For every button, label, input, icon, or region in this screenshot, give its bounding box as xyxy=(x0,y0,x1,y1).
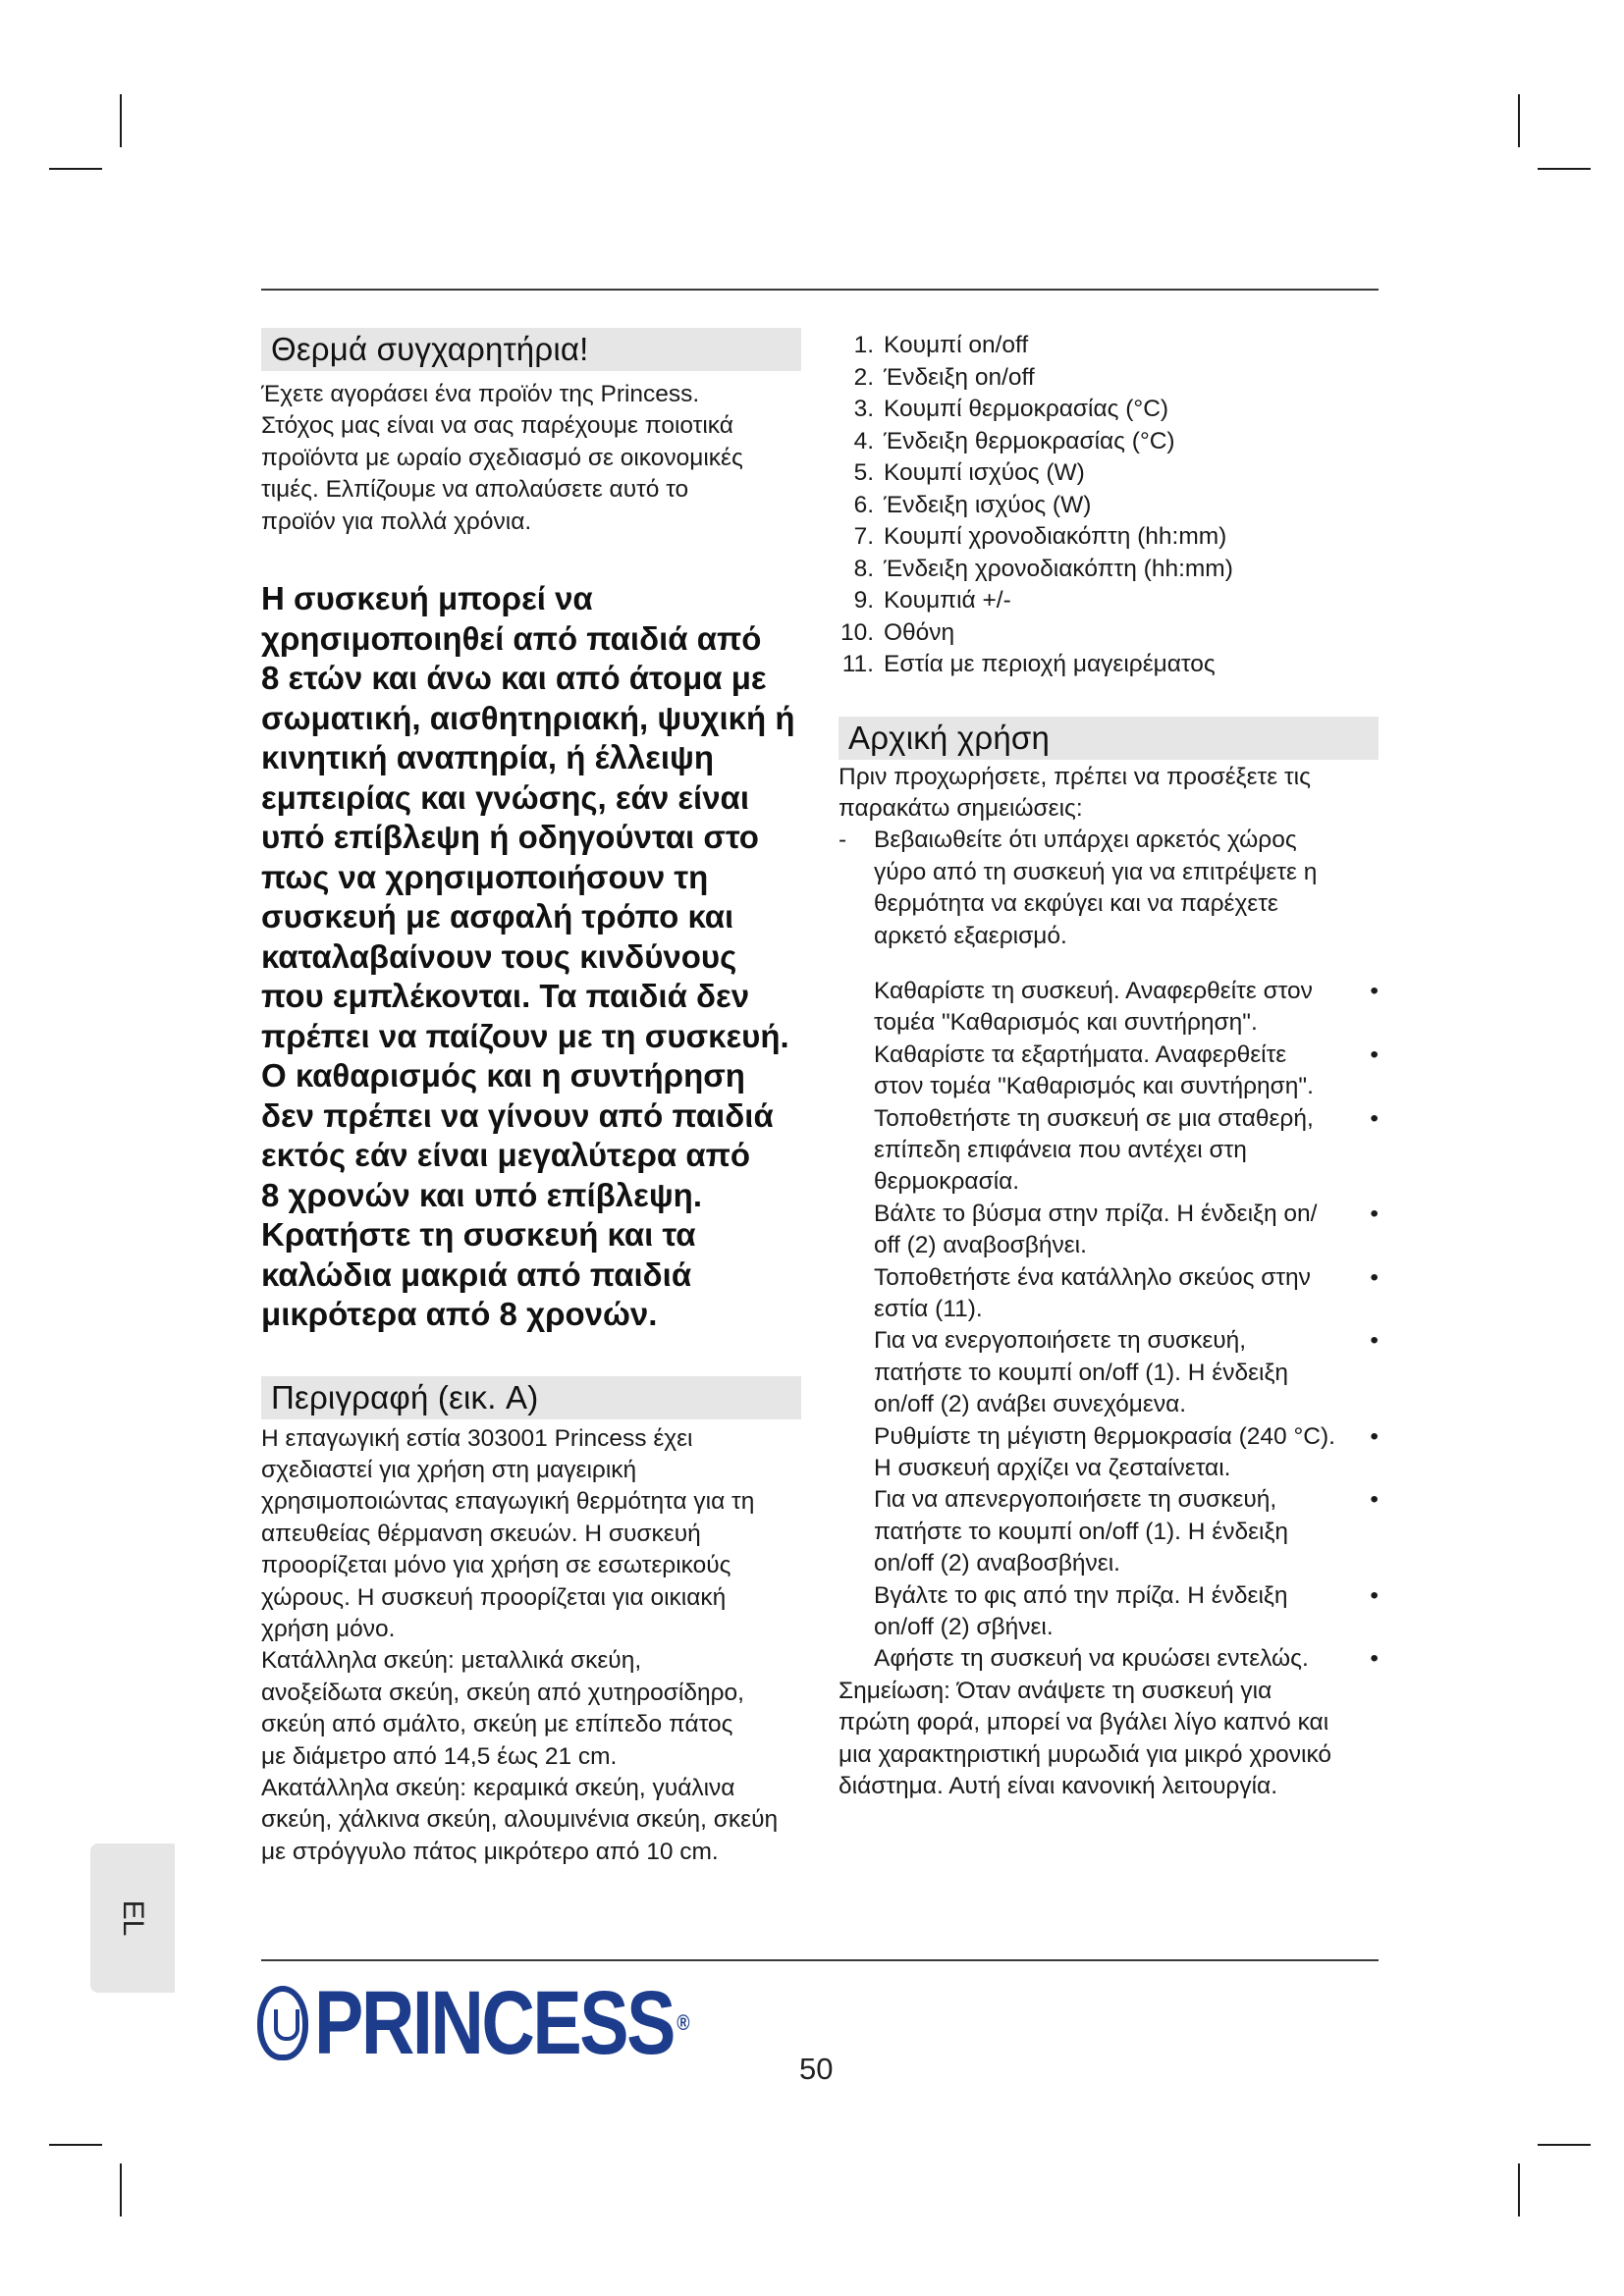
congrats-text xyxy=(261,379,801,538)
list-item-number: 3. xyxy=(853,396,874,422)
step-item xyxy=(839,1040,1379,1103)
text-line: Κατάλληλα σκεύη: μεταλλικά σκεύη, xyxy=(261,1647,642,1675)
text-line: χώρους. Η συσκευή προορίζεται για οικιακή xyxy=(261,1583,727,1611)
text-line: χρησιμοποιηθεί από παιδιά από xyxy=(261,619,762,657)
text-line: Έχετε αγοράσει ένα προϊόν της Princess. xyxy=(261,381,700,407)
language-tab xyxy=(90,1843,175,1993)
list-item xyxy=(839,362,1379,395)
left-column xyxy=(261,328,801,1868)
list-item-number: 2. xyxy=(853,363,874,391)
text-line: κινητική αναπηρία, ή έλλειψη xyxy=(261,739,715,776)
step-text-line: πατήστε το κουμπί on/off (1). Η ένδειξη xyxy=(874,1359,1289,1386)
crop-mark xyxy=(49,2144,102,2146)
crop-mark xyxy=(1518,2163,1520,2216)
list-item-label: Κουμπί θερμοκρασίας (°C) xyxy=(884,396,1169,422)
list-item-number: 5. xyxy=(853,459,874,486)
brand-registered-mark: ® xyxy=(677,2010,688,2035)
list-item-label: Ένδειξη θερμοκρασίας (°C) xyxy=(884,427,1175,454)
step-item xyxy=(839,1484,1379,1579)
text-line: Ο καθαρισμός και η συντήρηση xyxy=(261,1057,745,1095)
step-text-line: εστία (11). xyxy=(874,1296,983,1322)
step-item xyxy=(839,976,1379,1040)
list-item xyxy=(839,649,1379,681)
text-line: προορίζεται μόνο για χρήση σε εσωτερικούς xyxy=(261,1552,731,1579)
text-line: υπό επίβλεψη ή οδηγούνται στο xyxy=(261,819,759,856)
text-line: αρκετό εξαερισμό. xyxy=(874,922,1067,949)
top-rule xyxy=(261,289,1379,291)
list-item xyxy=(839,585,1379,617)
list-item-label: Οθόνη xyxy=(884,618,955,646)
parts-list xyxy=(839,330,1379,681)
list-item-number: 8. xyxy=(853,555,874,582)
step-text-line: on/off (2) ανάβει συνεχόμενα. xyxy=(874,1391,1187,1418)
text-line: διάστημα. Αυτή είναι κανονική λειτουργία. xyxy=(839,1773,1278,1800)
text-line: χρησιμοποιώντας επαγωγική θερμότητα για τη xyxy=(261,1488,755,1516)
crop-mark xyxy=(1538,2144,1591,2146)
step-item xyxy=(839,1643,1379,1675)
list-item-number: 11. xyxy=(841,651,874,677)
step-bullet: • xyxy=(1370,1486,1379,1514)
step-text-line: Αφήστε τη συσκευή να κρυώσει εντελώς. xyxy=(874,1645,1309,1673)
description-heading: Περιγραφή (εικ. A) xyxy=(261,1376,801,1419)
text-line: μικρότερα από 8 χρονών. xyxy=(261,1296,658,1333)
crop-mark xyxy=(1518,94,1520,147)
text-line: καταλαβαίνουν τους κινδύνους xyxy=(261,937,737,975)
text-line: χρήση μόνο. xyxy=(261,1615,396,1642)
text-line: απευθείας θέρμανση σκευών. Η συσκευή xyxy=(261,1520,701,1547)
brand-name: PRINCESS xyxy=(314,1973,675,2073)
text-line: πως να χρησιμοποιήσουν τη xyxy=(261,858,709,895)
step-text-line: Η συσκευή αρχίζει να ζεσταίνεται. xyxy=(874,1455,1231,1482)
description-text xyxy=(261,1423,831,1869)
step-text-line: Τοποθετήστε τη συσκευή σε μια σταθερή, xyxy=(874,1104,1314,1132)
step-text-line: Καθαρίστε τα εξαρτήματα. Αναφερθείτε xyxy=(874,1041,1287,1068)
step-text-line: on/off (2) αναβοσβήνει. xyxy=(874,1550,1120,1577)
step-bullet: • xyxy=(1370,1104,1379,1132)
right-column xyxy=(839,330,1379,1803)
text-line: γύρο από τη συσκευή για να επιτρέψετε η xyxy=(874,858,1318,885)
crop-mark xyxy=(1538,168,1591,170)
step-item xyxy=(839,1262,1379,1326)
text-line: προϊόν για πολλά χρόνια. xyxy=(261,507,532,535)
text-line: πρώτη φορά, μπορεί να βγάλει λίγο καπνό και xyxy=(839,1709,1329,1736)
step-text-line: Τοποθετήστε ένα κατάλληλο σκεύος στην xyxy=(874,1263,1311,1291)
text-line: που εμπλέκονται. Τα παιδιά δεν xyxy=(261,978,750,1015)
text-line: Κρατήστε τη συσκευή και τα xyxy=(261,1216,696,1254)
brand-wordmark xyxy=(314,1973,688,2073)
step-bullet: • xyxy=(1370,977,1379,1004)
step-item xyxy=(839,1199,1379,1262)
text-line: Βεβαιωθείτε ότι υπάρχει αρκετός χώρος xyxy=(874,827,1297,854)
step-text-line: on/off (2) σβήνει. xyxy=(874,1614,1054,1641)
step-text-line: Καθαρίστε τη συσκευή. Αναφερθείτε στον xyxy=(874,977,1313,1004)
list-item xyxy=(839,330,1379,362)
text-line: εμπειρίας και γνώσης, εάν είναι xyxy=(261,778,749,816)
step-bullet: • xyxy=(1370,1422,1379,1450)
text-line: προϊόντα με ωραίο σχεδιασμό σε οικονομικές xyxy=(261,444,743,471)
list-item xyxy=(839,490,1379,522)
step-text-line: τομέα "Καθαρισμός και συντήρηση". xyxy=(874,1009,1258,1037)
step-bullet: • xyxy=(1370,1327,1379,1355)
step-item xyxy=(839,1580,1379,1644)
step-item xyxy=(839,1421,1379,1485)
page-number: 50 xyxy=(799,2052,834,2086)
text-line: Πριν προχωρήσετε, πρέπει να προσέξετε τις xyxy=(839,763,1311,790)
warning-block xyxy=(261,579,801,1335)
initial-use-dash-item xyxy=(839,825,1379,952)
text-line: θερμότητα να εκφύγει και να παρέχετε xyxy=(874,890,1278,918)
step-text-line: θερμοκρασία. xyxy=(874,1168,1020,1196)
list-item-number: 1. xyxy=(853,332,874,358)
list-item-label: Κουμπί ισχύος (W) xyxy=(884,459,1085,486)
list-item-number: 7. xyxy=(853,523,874,550)
step-text-line: Βάλτε το βύσμα στην πρίζα. Η ένδειξη on/ xyxy=(874,1200,1318,1227)
list-item-number: 9. xyxy=(853,587,874,614)
text-line: με στρόγγυλο πάτος μικρότερο από 10 cm. xyxy=(261,1838,719,1865)
list-item xyxy=(839,554,1379,586)
step-text-line: Για να ενεργοποιήσετε τη συσκευή, xyxy=(874,1327,1247,1355)
text-line: 8 χρονών και υπό επίβλεψη. xyxy=(261,1176,703,1213)
text-line: σωματική, αισθητηριακή, ψυχική ή xyxy=(261,699,795,736)
step-bullet: • xyxy=(1370,1200,1379,1227)
princess-logo xyxy=(257,1973,770,2073)
text-line: Σημείωση: Όταν ανάψετε τη συσκευή για xyxy=(839,1677,1272,1704)
initial-use-intro xyxy=(839,762,1379,826)
list-item xyxy=(839,617,1379,650)
text-line: 8 ετών και άνω και από άτομα με xyxy=(261,660,767,697)
text-line: τιμές. Ελπίζουμε να απολαύσετε αυτό το xyxy=(261,476,689,504)
text-line: σχεδιαστεί για χρήση στη μαγειρική xyxy=(261,1456,637,1483)
text-line: Στόχος μας είναι να σας παρέχουμε ποιοτικά xyxy=(261,412,733,440)
dash-item-text xyxy=(874,825,1317,952)
text-line: μια χαρακτηριστική μυρωδιά για μικρό χρονικό xyxy=(839,1740,1332,1768)
step-text-line: Βγάλτε το φις από την πρίζα. Η ένδειξη xyxy=(874,1581,1288,1609)
step-text-line: off (2) αναβοσβήνει. xyxy=(874,1232,1087,1259)
crop-mark xyxy=(120,2163,122,2216)
step-text-line: στον τομέα "Καθαρισμός και συντήρηση". xyxy=(874,1073,1314,1100)
list-item-number: 4. xyxy=(853,427,874,454)
bottom-rule xyxy=(261,1959,1379,1961)
list-item-label: Ένδειξη χρονοδιακόπτη (hh:mm) xyxy=(884,555,1233,582)
list-item-number: 6. xyxy=(853,491,874,518)
text-line: Ακατάλληλα σκεύη: κεραμικά σκεύη, γυάλινα xyxy=(261,1775,735,1801)
step-text-line: Για να απενεργοποιήσετε τη συσκευή, xyxy=(874,1486,1277,1514)
text-line: δεν πρέπει να γίνουν από παιδιά xyxy=(261,1096,774,1134)
step-text-line: επίπεδη επιφάνεια που αντέχει στη xyxy=(874,1136,1247,1163)
list-item-label: Κουμπιά +/- xyxy=(884,587,1011,614)
step-text-line: Ρυθμίστε τη μέγιστη θερμοκρασία (240 °C). xyxy=(874,1422,1335,1450)
text-line: ανοξείδωτα σκεύη, σκεύη από χυτηροσίδηρο, xyxy=(261,1679,744,1706)
congrats-heading: Θερμά συγχαρητήρια! xyxy=(261,328,801,371)
note-text xyxy=(839,1676,1379,1803)
list-item-number: 10. xyxy=(839,618,874,646)
princess-crest-icon xyxy=(257,1986,308,2060)
steps-list xyxy=(839,976,1379,1676)
list-item xyxy=(839,394,1379,426)
step-item xyxy=(839,1103,1379,1199)
text-line: σκεύη, χάλκινα σκεύη, αλουμινένια σκεύη, σκεύη xyxy=(261,1806,779,1834)
list-item-label: Κουμπί χρονοδιακόπτη (hh:mm) xyxy=(884,523,1227,550)
list-item-label: Ένδειξη ισχύος (W) xyxy=(884,491,1092,518)
language-tab-label: EL xyxy=(117,1899,149,1937)
step-bullet: • xyxy=(1370,1263,1379,1291)
list-item xyxy=(839,426,1379,458)
list-item-label: Ένδειξη on/off xyxy=(884,363,1035,391)
list-item xyxy=(839,457,1379,490)
list-item-label: Κουμπί on/off xyxy=(884,332,1029,358)
text-line: Η συσκευή μπορεί να xyxy=(261,580,593,617)
list-item xyxy=(839,521,1379,554)
crop-mark xyxy=(49,168,102,170)
text-line: σκεύη από σμάλτο, σκεύη με επίπεδο πάτος xyxy=(261,1711,733,1738)
text-line: με διάμετρο από 14,5 έως 21 cm. xyxy=(261,1742,618,1770)
text-line: Η επαγωγική εστία 303001 Princess έχει xyxy=(261,1424,693,1452)
step-item xyxy=(839,1325,1379,1420)
text-line: παρακάτω σημειώσεις: xyxy=(839,794,1083,822)
text-line: πρέπει να παίζουν με τη συσκευή. xyxy=(261,1017,789,1054)
text-line: συσκευή με ασφαλή τρόπο και xyxy=(261,898,734,935)
dash-marker: - xyxy=(839,827,847,854)
list-item-label: Εστία με περιοχή μαγειρέματος xyxy=(884,651,1216,677)
text-line: καλώδια μακριά από παιδιά xyxy=(261,1255,692,1293)
step-bullet: • xyxy=(1370,1041,1379,1068)
step-text-line: πατήστε το κουμπί on/off (1). Η ένδειξη xyxy=(874,1518,1289,1545)
step-bullet: • xyxy=(1370,1581,1379,1609)
initial-use-heading: Αρχική χρήση xyxy=(839,717,1379,760)
step-bullet: • xyxy=(1370,1645,1379,1673)
text-line: εκτός εάν είναι μεγαλύτερα από xyxy=(261,1137,751,1174)
crop-mark xyxy=(120,94,122,147)
